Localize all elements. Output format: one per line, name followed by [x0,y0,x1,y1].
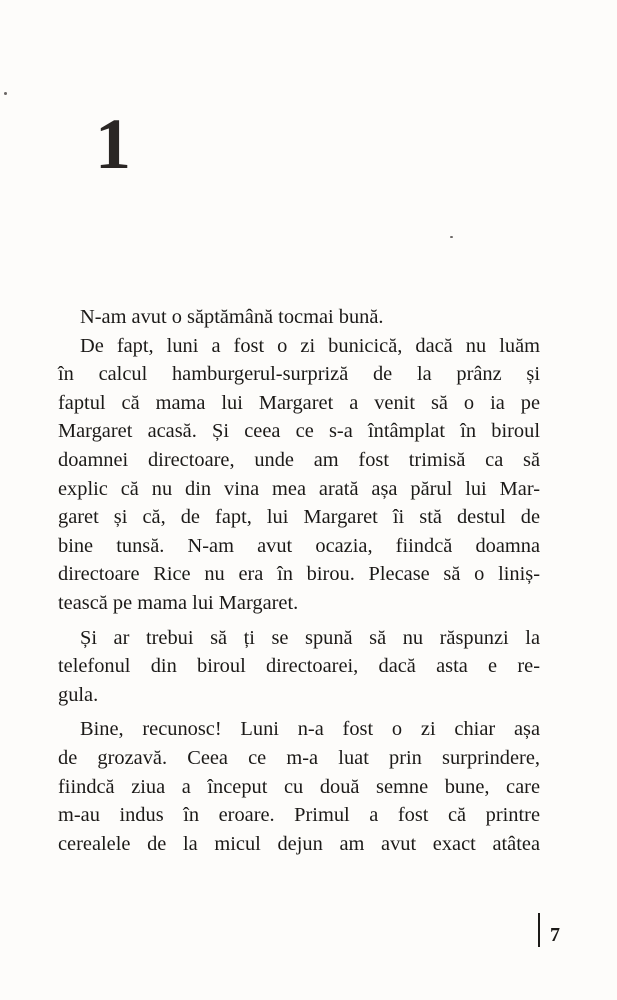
text-line: cerealele de la micul dejun am avut exact atâtea [58,832,540,855]
folio-divider [538,913,540,947]
body-text [58,303,540,858]
text-line: directoare Rice nu era în birou. Plecase să o liniș- [58,563,540,586]
text-line: bine tunsă. N-am avut ocazia, fiindcă doamna [58,534,540,557]
text-line: faptul că mama lui Margaret a venit să o ia pe [58,391,540,414]
page-number: 7 [550,924,560,946]
scan-speck [450,236,453,238]
text-line: m-au indus în eroare. Primul a fost că printre [58,804,540,827]
text-line: gula. [58,683,99,706]
text-line: Bine, recunosc! Luni n-a fost o zi chiar așa [80,718,540,741]
text-line: garet și că, de fapt, lui Margaret îi stă destul de [58,506,540,529]
text-line: tească pe mama lui Margaret. [58,591,299,614]
scan-speck [4,92,7,95]
text-line: Și ar trebui să ți se spună să nu răspunzi la [80,626,540,649]
text-line: N-am avut o săptămână tocmai bună. [80,306,384,328]
text-line: în calcul hamburgerul-surpriză de la prânz și [58,363,540,386]
text-line: doamnei directoare, unde am fost trimisă ca să [58,448,540,471]
text-line: Margaret acasă. Și ceea ce s-a întâmplat în biroul [58,420,540,443]
text-line: de grozavă. Ceea ce m-a luat prin surprindere, [58,746,540,769]
text-line: explic că nu din vina mea arată așa părul lui Mar- [58,477,540,500]
text-line: De fapt, luni a fost o zi bunicică, dacă nu luăm [80,334,540,357]
text-line: telefonul din biroul directoarei, dacă asta e re- [58,655,540,678]
text-line: fiindcă ziua a început cu două semne bune, care [58,775,540,798]
chapter-number: 1 [95,104,131,184]
